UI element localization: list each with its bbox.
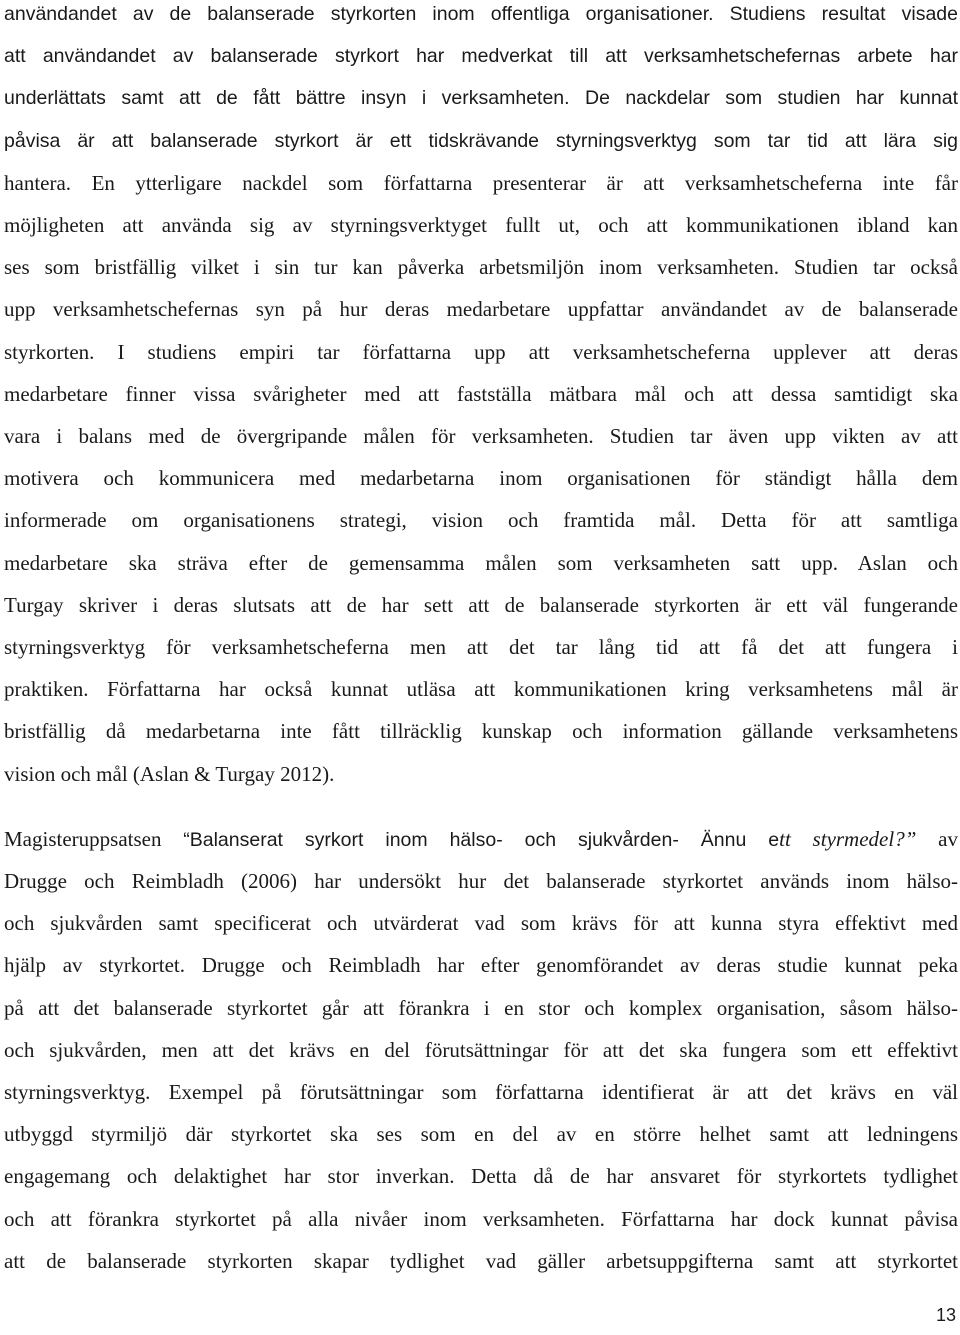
text-line: att användandet av balanserade styrkort har medverkat till att verksamhetschefernas arbete har <box>4 45 958 68</box>
text-line: bristfällig då medarbetarna inte fått tillräcklig kunskap och information gällande verksamhetens <box>4 719 958 744</box>
text-line: utbyggd styrmiljö där styrkortet ska ses som en del av en större helhet samt att ledningens <box>4 1122 958 1147</box>
text-line: styrningsverktyg. Exempel på förutsättningar som författarna identifierat är att det krävs en väl <box>4 1080 958 1104</box>
text-line: engagemang och delaktighet har stor inverkan. Detta då de har ansvaret för styrkortets tydlighet <box>4 1164 958 1189</box>
text-line: ses som bristfällig vilket i sin tur kan påverka arbetsmiljön inom verksamheten. Studien tar också <box>4 255 958 280</box>
text-line: styrkorten. I studiens empiri tar författarna upp att verksamhetscheferna upplever att deras <box>4 339 958 364</box>
thesis-label: Magisteruppsatsen <box>4 827 184 851</box>
text-line: upp verksamhetschefernas syn på hur deras medarbetare uppfattar användandet av de balanserade <box>4 297 958 322</box>
text-line: på att det balanserade styrkortet går att förankra i en stor och komplex organisation, såsom hälso- <box>4 995 958 1020</box>
text-line: och att förankra styrkortet på alla nivåer inom verksamheten. Författarna har dock kunnat påvisa <box>4 1206 958 1231</box>
text-line: vara i balans med de övergripande målen för verksamheten. Studien tar även upp vikten av att <box>4 424 958 448</box>
text-line: att de balanserade styrkorten skapar tydlighet vad gäller arbetsuppgifterna samt att styrkortet <box>4 1248 958 1273</box>
paragraph-2-first-line <box>4 825 958 854</box>
thesis-title-italic: tt styrmedel?” <box>779 827 917 851</box>
text-line: hantera. En ytterligare nackdel som författarna presenterar är att verksamhetscheferna inte får <box>4 170 958 195</box>
text-line: användandet av de balanserade styrkorten inom offentliga organisationer. Studiens resultat visade <box>4 3 958 25</box>
text-line: medarbetare finner vissa svårigheter med att fastställa mätbara mål och att dessa samtidigt ska <box>4 381 958 406</box>
text-line: underlättats samt att de fått bättre insyn i verksamheten. De nackdelar som studien har kunnat <box>4 87 958 110</box>
text-line: möjligheten att använda sig av styrningsverktyget fullt ut, och att kommunikationen ibland kan <box>4 213 958 237</box>
text-line: Turgay skriver i deras slutsats att de har sett att de balanserade styrkorten är ett väl fungerande <box>4 592 958 617</box>
text-line: informerade om organisationens strategi, vision och framtida mål. Detta för att samtliga <box>4 508 958 533</box>
text-line: vision och mål (Aslan & Turgay 2012). <box>4 761 335 786</box>
text-line: Drugge och Reimbladh (2006) har undersökt hur det balanserade styrkortet används inom hälso- <box>4 869 958 893</box>
text-line: motivera och kommunicera med medarbetarna inom organisationen för ständigt hålla dem <box>4 466 958 491</box>
thesis-by: av <box>916 827 958 851</box>
text-line: hjälp av styrkortet. Drugge och Reimbladh har efter genomförandet av deras studie kunnat peka <box>4 953 958 978</box>
text-line: och sjukvården samt specificerat och utvärderat vad som krävs för att kunna styra effektivt med <box>4 911 958 936</box>
text-line: styrningsverktyg för verksamhetscheferna men att det tar lång tid att få det att fungera i <box>4 635 958 659</box>
page-number: 13 <box>935 1305 956 1325</box>
thesis-title: “Balanserat syrkort inom hälso- och sjukvården- Ännu e <box>183 829 780 851</box>
text-line: och sjukvården, men att det krävs en del förutsättningar för att det ska fungera som ett effektivt <box>4 1037 958 1062</box>
text-line: påvisa är att balanserade styrkort är ett tidskrävande styrningsverktyg som tar tid att lära sig <box>4 129 958 152</box>
text-line: praktiken. Författarna har också kunnat utläsa att kommunikationen kring verksamhetens mål är <box>4 677 958 702</box>
text-line: medarbetare ska sträva efter de gemensamma målen som verksamheten satt upp. Aslan och <box>4 550 958 575</box>
